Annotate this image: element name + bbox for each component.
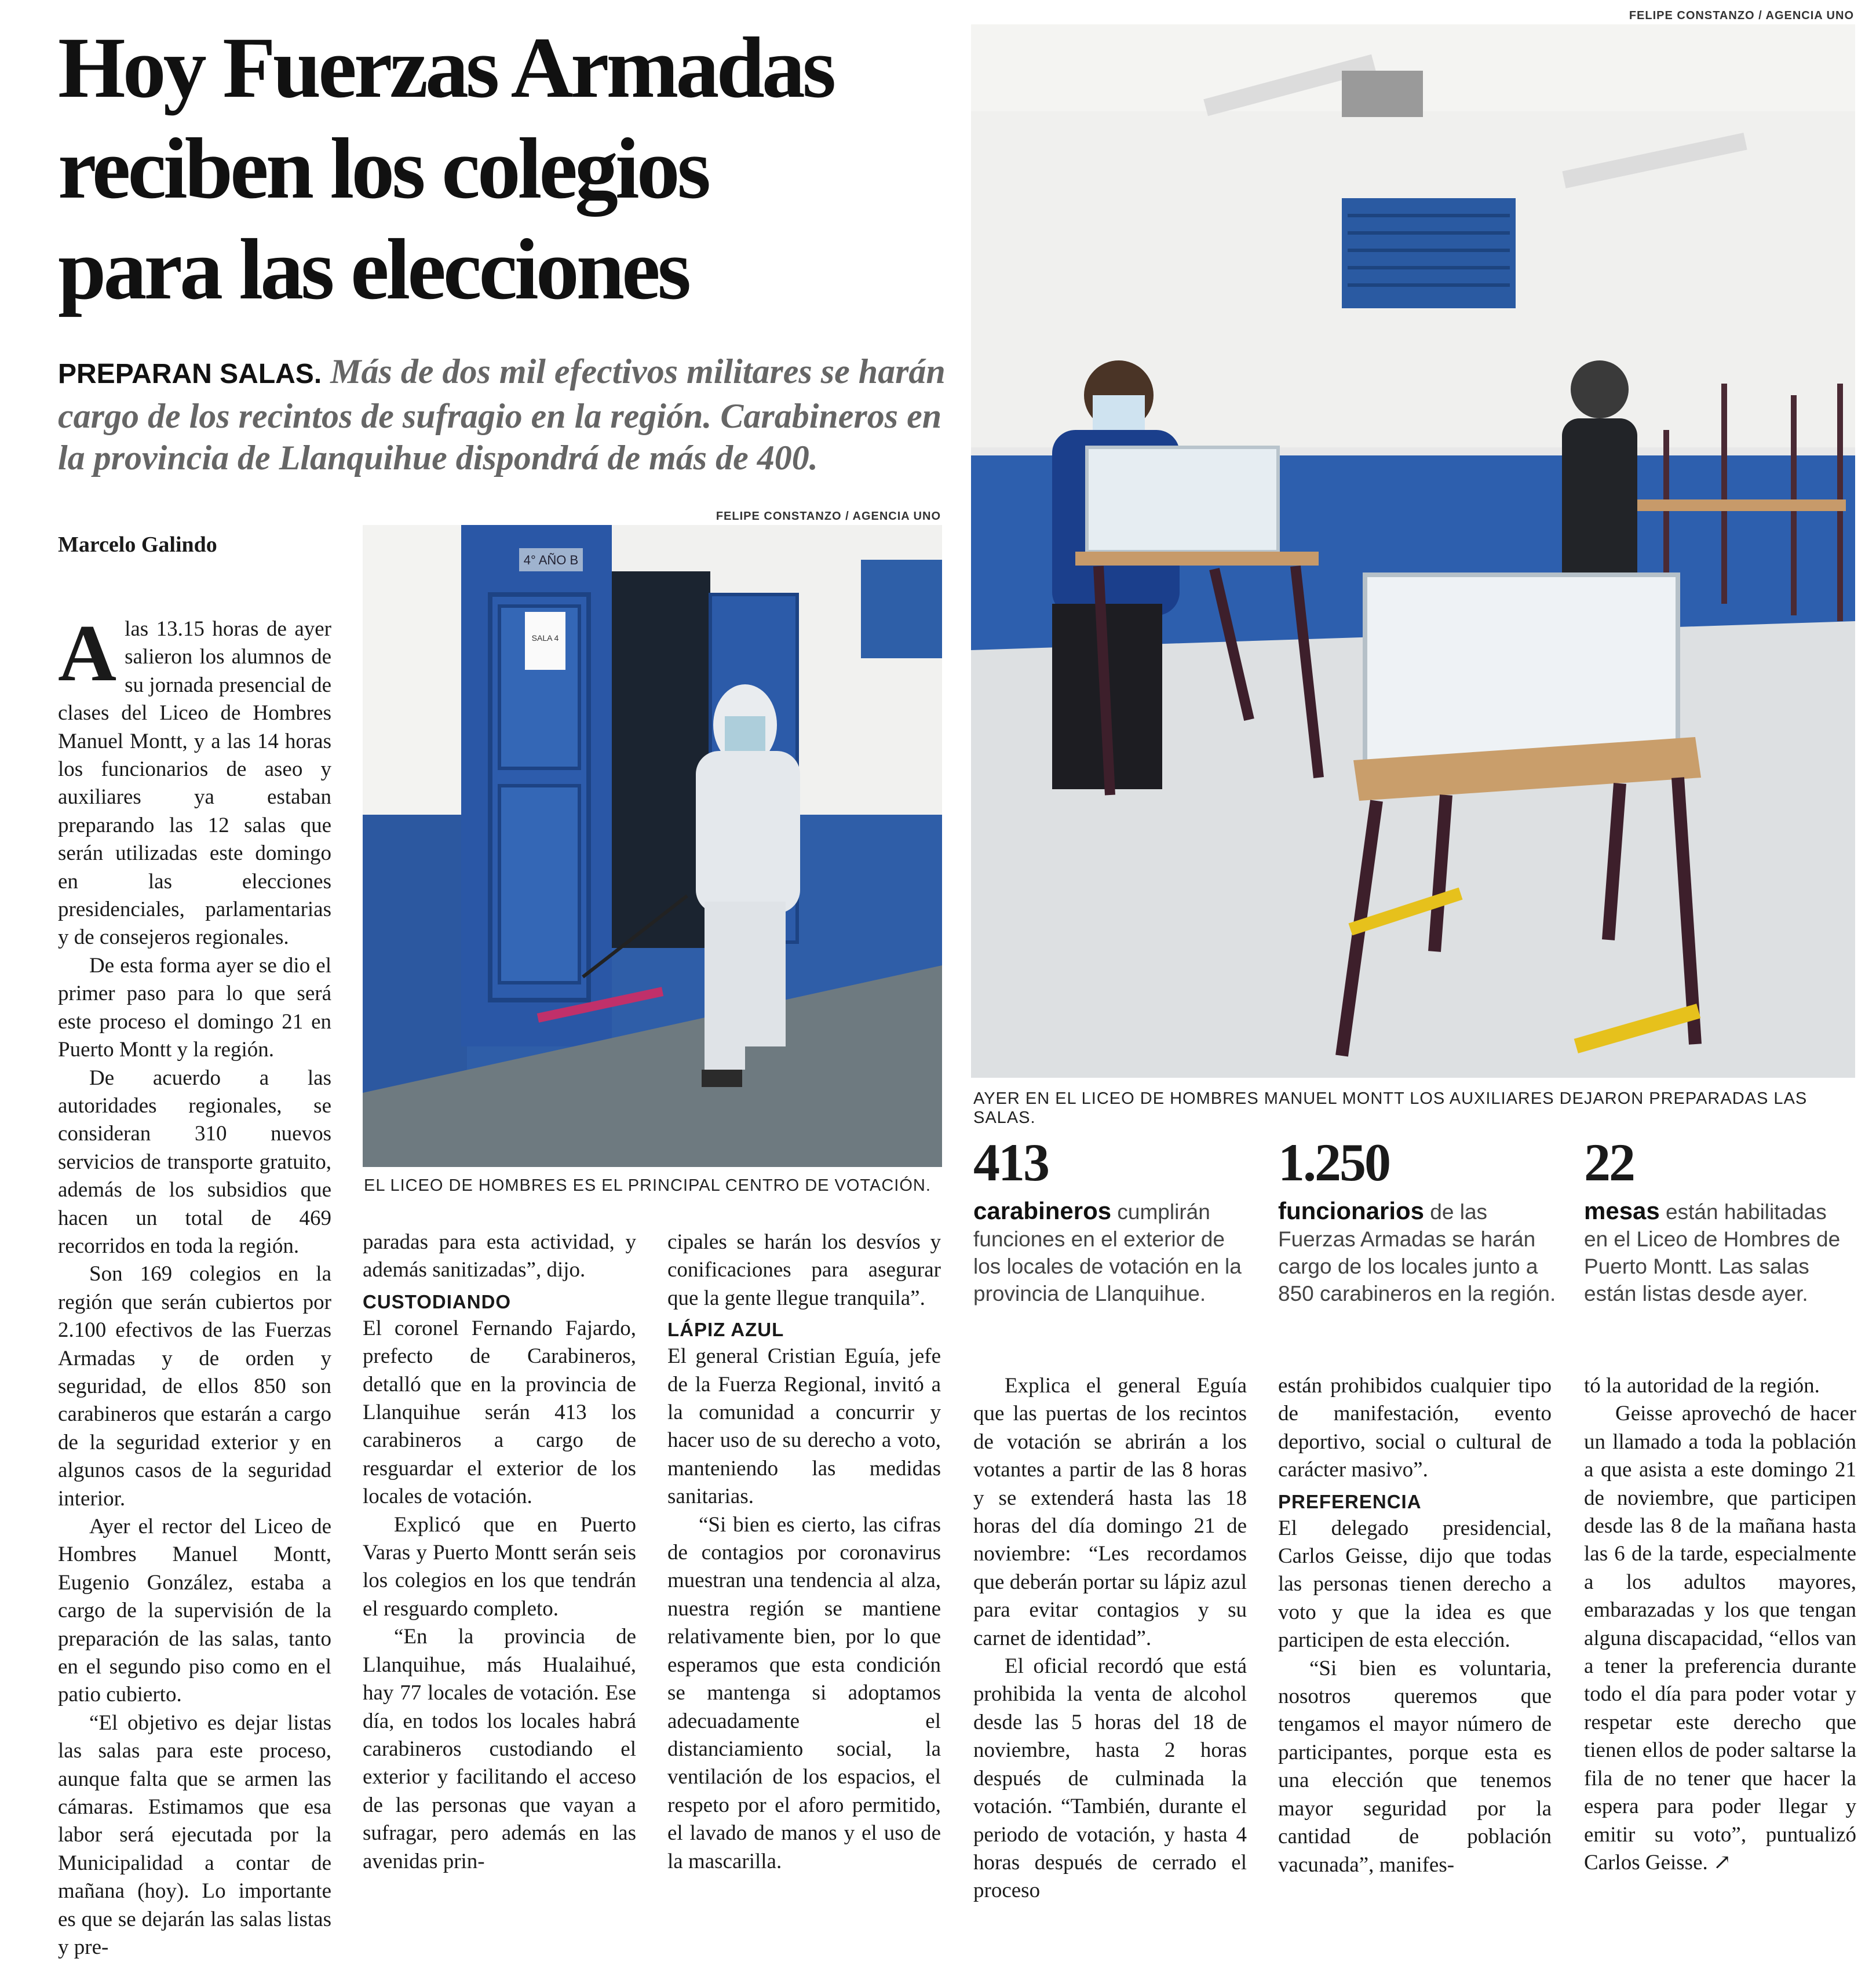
body-paragraph: Ayer el rector del Liceo de Hombres Manuel Montt, Eugenio González, estaba a cargo de la supervisión de la preparación de las salas, tanto en el segundo piso como en el patio cubierto. [58,1515,331,1707]
body-paragraph: De esta forma ayer se dio el primer paso para lo que será este proceso el domingo 21 en Puerto Montt y la región. [58,953,331,1062]
body-paragraph: están prohibidos cualquier tipo de manifestación, evento deportivo, social o cultural de carácter masivo”. [1278,1374,1552,1482]
dek: Más de dos mil efectivos militares se harán cargo de los recintos de sufragio en la región. Carabineros en la provincia de Llanquihue dispondrá de más de 400. [58,352,946,477]
body-paragraph: Explicó que en Puerto Varas y Puerto Montt serán seis los colegios en los que tendrán el resguardo completo. [363,1512,636,1621]
body-column-6 [1584,1372,1856,1877]
fact-box-3 [1584,1133,1856,1307]
body-column-2 [363,1228,636,1876]
headline-line-2: reciben los colegios [58,121,709,217]
body-paragraph: “Si bien es voluntaria, nosotros queremos que tengamos el mayor número de participantes, porque esta es una elección que tenemos mayor seguridad por la cantidad de población vacunada”, manifes- [1278,1656,1552,1877]
fact-text [1584,1197,1856,1307]
main-photo-credit: FELIPE CONSTANZO / AGENCIA UNO [1629,9,1854,22]
body-paragraph: “En la provincia de Llanquihue, más Hualaihué, hay 77 locales de votación. Ese día, en todos los locales habrá carabineros custodiando el exterior y facilitando el acceso de las personas que vayan a sufragar, pero además en las avenidas prin- [363,1625,636,1873]
fact-number: 22 [1584,1133,1634,1192]
fact-box-1 [973,1133,1251,1307]
lead-paragraph [58,351,962,479]
body-paragraph: Son 169 colegios en la región que serán cubiertos por 2.100 efectivos de las Fuerzas Armadas y de orden y seguridad, de ellos 850 son carabineros que estarán a cargo de la seguridad exterior y en algunos casos de la seguridad interior. [58,1262,331,1511]
body-paragraph: El oficial recordó que está prohibida la venta de alcohol desde las 5 horas del 18 de noviembre, hasta 2 horas después de culminada la votación. “También, durante el periodo de votación, y hasta 4 horas después de cerrado el proceso [973,1654,1247,1903]
body-paragraph: De acuerdo a las autoridades regionales, se consideran 310 nuevos servicios de transporte gratuito, además de los subsidios que hacen un total de 469 recorridos en toda la región. [58,1066,331,1258]
fact-text [1278,1197,1556,1307]
body-column-3 [667,1228,941,1876]
kicker: PREPARAN SALAS. [58,359,322,389]
second-photo [363,525,942,1167]
fact-text [973,1197,1251,1307]
body-paragraph: Explica el general Eguía que las puertas de los recintos de votación se abrirán a los votantes a partir de las 8 horas y se extenderá hasta las 18 horas del día domingo 21 de noviembre: “Les recordamos que deberán portar su lápiz azul para evitar contagios y su carnet de identidad”. [973,1374,1247,1650]
fact-term: carabineros [973,1197,1112,1224]
second-photo-credit: FELIPE CONSTANZO / AGENCIA UNO [716,510,941,523]
paper-sign: SALA 4 [531,633,559,643]
section-subhead: CUSTODIANDO [363,1290,512,1312]
body-column-5 [1278,1372,1552,1879]
body-paragraph: “El objetivo es dejar listas las salas para este proceso, aunque falta que se armen las cámaras. Estimamos que esa labor será ejecutada por la Municipalidad a contar de mañana (hoy). Lo importante es que se dejarán las salas listas y pre- [58,1711,331,1960]
headline-line-3: para las elecciones [58,221,689,318]
main-photo-caption: AYER EN EL LICEO DE HOMBRES MANUEL MONTT LOS AUXILIARES DEJARON PREPARADAS LAS SALAS. [973,1089,1808,1127]
headline-line-1: Hoy Fuerzas Armadas [58,20,834,116]
fact-number: 413 [973,1133,1048,1192]
fact-description: están habilitadas en el Liceo de Hombres de Puerto Montt. Las salas están listas desde ayer. [1584,1200,1841,1305]
door-sign: 4° AÑO B [523,553,579,567]
fact-description: cumplirán funciones en el exterior de los locales de votación en la provincia de Llanquihue. [973,1200,1242,1305]
end-mark-icon: ↗ [1713,1850,1732,1875]
section-subhead: LÁPIZ AZUL [667,1319,784,1341]
fact-description: de las Fuerzas Armadas se harán cargo de los locales junto a 850 carabineros en la región. [1278,1200,1556,1305]
second-photo-illustration [363,525,942,1167]
body-paragraph: El general Cristian Eguía, jefe de la Fuerza Regional, invitó a la comunidad a concurrir y hacer uso de su derecho a voto, manteniendo las medidas sanitarias. [667,1344,941,1509]
body-paragraph: Geisse aprovechó de hacer un llamado a toda la población a que asista a este domingo 21 de noviembre, que participen desde las 8 de la mañana hasta las 6 de la tarde, especialmente a los adultos mayores, embarazadas y los que tengan alguna discapacidad, “ellos van a tener la preferencia durante todo el día para poder votar y respetar este derecho que tienen ellos de poder saltarse la fila de no tener que hacer la espera para poder llegar y emitir su voto”, puntualizó Carlos Geisse. ↗ [1584,1402,1856,1875]
dropcap: A [58,608,117,698]
body-column-1 [58,608,331,1962]
fact-term: mesas [1584,1197,1660,1224]
body-paragraph: cipales se harán los desvíos y conificaciones para asegurar que la gente llegue tranquila”. [667,1230,941,1310]
body-paragraph: “Si bien es cierto, las cifras de contagios por coronavirus muestran una tendencia al alza, nuestra región se mantiene relativamente bien, por lo que esperamos que esta condición se mantenga si adoptamos adecuadamente el distanciamiento social, la ventilación de los espacios, el respeto por el aforo permitido, el lavado de manos y el uso de la mascarilla. [667,1512,941,1873]
main-photo [971,24,1855,1078]
body-paragraph: paradas para esta actividad, y además sanitizadas”, dijo. [363,1230,636,1282]
section-subhead: PREFERENCIA [1278,1490,1422,1512]
second-photo-caption: EL LICEO DE HOMBRES ES EL PRINCIPAL CENTRO DE VOTACIÓN. [364,1176,931,1195]
main-photo-illustration [971,24,1855,1078]
byline: Marcelo Galindo [58,533,217,557]
body-column-4 [973,1372,1247,1905]
headline [58,17,962,320]
body-paragraph: El delegado presidencial, Carlos Geisse, dijo que todas las personas tienen derecho a voto y que la idea es que participen de esta elección. [1278,1516,1552,1653]
body-paragraph: tó la autoridad de la región. [1584,1374,1820,1398]
fact-term: funcionarios [1278,1197,1425,1224]
body-paragraph: Alas 13.15 horas de ayer salieron los alumnos de su jornada presencial de clases del Liceo de Hombres Manuel Montt, y a las 14 horas los funcionarios de aseo y auxiliares ya estaban preparando las 12 salas que serán utilizadas este domingo en las elecciones presidenciales, parlamentarias y de consejeros regionales. [58,608,331,950]
fact-box-2 [1278,1133,1556,1307]
fact-number: 1.250 [1278,1133,1389,1192]
body-paragraph: El coronel Fernando Fajardo, prefecto de Carabineros, detalló que en la provincia de Llanquihue serán 413 los carabineros a cargo de resguardar el exterior de los locales de votación. [363,1316,636,1509]
